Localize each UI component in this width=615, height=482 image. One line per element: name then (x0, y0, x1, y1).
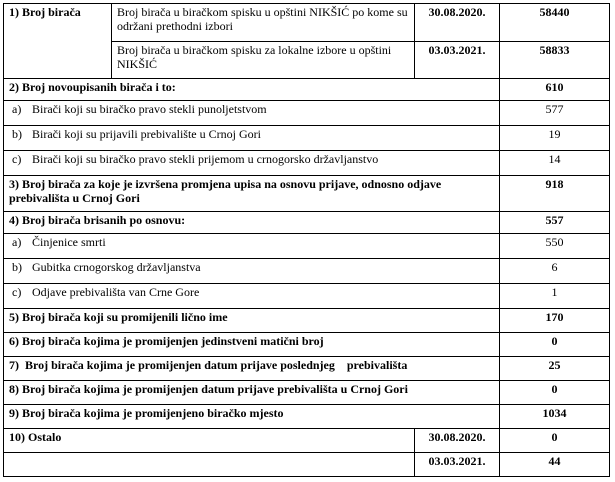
row-1a (4, 4, 610, 42)
row-5-value: 170 (500, 309, 610, 333)
row-2-label: 2) Broj novoupisanih birača i to: (4, 79, 500, 101)
row-9 (4, 405, 610, 429)
row-3 (4, 176, 610, 212)
row-4b-text (4, 259, 500, 284)
row-2a (4, 101, 610, 126)
row-4c-value: 1 (500, 284, 610, 309)
row-2b-letter: b) (12, 127, 22, 141)
row-5-label: 5) Broj birača koji su promijenili lično ime (4, 309, 500, 333)
row-2c (4, 151, 610, 176)
row-6 (4, 333, 610, 357)
row-4a-letter: a) (12, 235, 22, 249)
row-2a-letter: a) (12, 102, 22, 116)
row-2c-value: 14 (500, 151, 610, 176)
row-10b-empty (4, 453, 415, 477)
row-2a-value: 577 (500, 101, 610, 126)
row-7 (4, 357, 610, 381)
row-1a-value: 58440 (500, 4, 610, 42)
row-10a (4, 429, 610, 453)
row-10b (4, 453, 610, 477)
row-1a-text: Broj birača u biračkom spisku u opštini NIKŠIĆ po kome su održani prethodni izbori (112, 4, 415, 42)
row-10b-date: 03.03.2021. (415, 453, 500, 477)
row-2b-desc: Birači koji su prijavili prebivalište u Crnoj Gori (32, 127, 261, 141)
row-2c-letter: c) (12, 152, 22, 166)
row-9-value: 1034 (500, 405, 610, 429)
row-2b-value: 19 (500, 126, 610, 151)
row-4b-desc: Gubitka crnogorskog državljanstva (32, 260, 201, 274)
row-3-value: 918 (500, 176, 610, 212)
row-7-label: 7) Broj birača kojima je promijenjen datum prijave poslednjeg prebivališta (4, 357, 500, 381)
row-10a-value: 0 (500, 429, 610, 453)
row-1-label: 1) Broj birača (4, 4, 112, 79)
row-1a-date: 30.08.2020. (415, 4, 500, 42)
row-4c-desc: Odjave prebivališta van Crne Gore (32, 285, 200, 299)
row-10-label: 10) Ostalo (4, 429, 415, 453)
row-5 (4, 309, 610, 333)
row-2c-desc: Birači koji su biračko pravo stekli prijemom u crnogorsko državljanstvo (32, 152, 379, 166)
row-8 (4, 381, 610, 405)
row-2-value: 610 (500, 79, 610, 101)
row-4c (4, 284, 610, 309)
row-4b-value: 6 (500, 259, 610, 284)
row-4b (4, 259, 610, 284)
row-2a-text (4, 101, 500, 126)
voter-register-table (3, 3, 610, 477)
row-4a-value: 550 (500, 234, 610, 259)
row-4-label: 4) Broj birača brisanih po osnovu: (4, 212, 500, 234)
row-3-label: 3) Broj birača za koje je izvršena promjena upisa na osnovu prijave, odnosno odjave prebivališta u Crnoj Gori (4, 176, 500, 212)
row-6-value: 0 (500, 333, 610, 357)
row-8-label: 8) Broj birača kojima je promijenjen datum prijave prebivališta u Crnoj Gori (4, 381, 500, 405)
row-4 (4, 212, 610, 234)
row-2b (4, 126, 610, 151)
row-7-value: 25 (500, 357, 610, 381)
row-8-value: 0 (500, 381, 610, 405)
row-1b-date: 03.03.2021. (415, 42, 500, 79)
row-9-label: 9) Broj birača kojima je promijenjeno biračko mjesto (4, 405, 500, 429)
row-1b-value: 58833 (500, 42, 610, 79)
row-4a-desc: Činjenice smrti (32, 235, 106, 249)
row-1b-text: Broj birača u biračkom spisku za lokalne izbore u opštini NIKŠIĆ (112, 42, 415, 79)
row-4a-text (4, 234, 500, 259)
row-2a-desc: Birači koji su biračko pravo stekli punoljetstvom (32, 102, 267, 116)
row-4c-text (4, 284, 500, 309)
row-10b-value: 44 (500, 453, 610, 477)
row-6-label: 6) Broj birača kojima je promijenjen jedinstveni matični broj (4, 333, 500, 357)
row-10a-date: 30.08.2020. (415, 429, 500, 453)
row-4c-letter: c) (12, 285, 22, 299)
row-4-value: 557 (500, 212, 610, 234)
row-2c-text (4, 151, 500, 176)
row-4b-letter: b) (12, 260, 22, 274)
row-2 (4, 79, 610, 101)
row-2b-text (4, 126, 500, 151)
row-4a (4, 234, 610, 259)
